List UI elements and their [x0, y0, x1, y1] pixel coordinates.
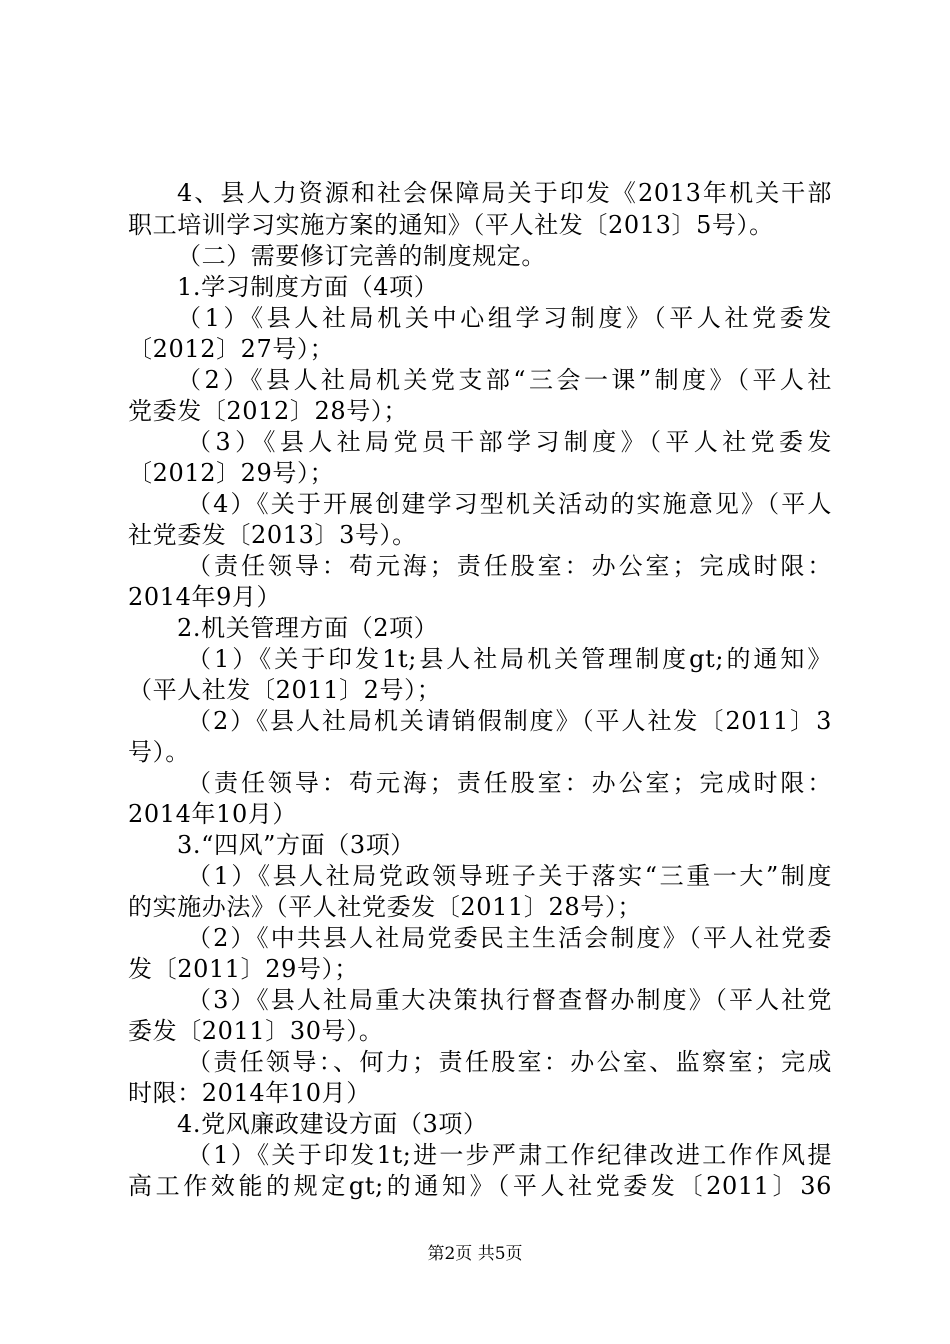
page-footer: 第2页 共5页	[427, 1244, 523, 1264]
body-line: 社党委发〔2013〕3号）。	[128, 521, 417, 549]
body-line: 发〔2011〕29号）；	[128, 955, 359, 983]
body-line: 委发〔2011〕30号）。	[128, 1017, 384, 1045]
body-line: 1.学习制度方面（4项）	[177, 273, 439, 301]
body-line: 职工培训学习实施方案的通知》（平人社发〔2013〕5号）。	[128, 211, 774, 239]
body-line: （1）《县人社局机关中心组学习制度》（平人社党委发	[177, 304, 832, 332]
body-line: （平人社发〔2011〕2号）；	[128, 676, 442, 704]
body-line: 2.机关管理方面（2项）	[177, 614, 439, 642]
body-line: （2）《县人社局机关请销假制度》（平人社发〔2011〕3	[187, 707, 832, 735]
body-line: 〔2012〕27号）；	[128, 335, 335, 363]
body-line: 号）。	[128, 738, 190, 766]
body-line: （责任领导：苟元海；责任股室：办公室；完成时限：	[187, 769, 832, 797]
body-line: （2）《县人社局机关党支部“三会一课”制度》（平人社	[177, 366, 832, 394]
body-line: 高工作效能的规定gt;的通知》（平人社党委发〔2011〕36	[128, 1172, 832, 1200]
body-line: 党委发〔2012〕28号）；	[128, 397, 409, 425]
body-line: （4）《关于开展创建学习型机关活动的实施意见》（平人	[187, 490, 832, 518]
body-line: （二）需要修订完善的制度规定。	[177, 242, 546, 270]
body-line: （2）《中共县人社局党委民主生活会制度》（平人社党委	[187, 924, 832, 952]
body-line: 2014年10月）	[128, 800, 298, 828]
body-line: （责任领导：、何力；责任股室：办公室、监察室；完成	[187, 1048, 832, 1076]
body-line: （3）《县人社局重大决策执行督查督办制度》（平人社党	[187, 986, 832, 1014]
body-line: 2014年9月）	[128, 583, 282, 611]
body-line: 的实施办法》（平人社党委发〔2011〕28号）；	[128, 893, 643, 921]
body-line: （责任领导：苟元海；责任股室：办公室；完成时限：	[187, 552, 832, 580]
body-line: 3.“四风”方面（3项）	[177, 831, 415, 859]
body-line: （1）《关于印发1t;进一步严肃工作纪律改进工作作风提	[187, 1141, 832, 1169]
body-line: （1）《县人社局党政领导班子关于落实“三重一大”制度	[187, 862, 832, 890]
body-line: 4.党风廉政建设方面（3项）	[177, 1110, 488, 1138]
body-line: （1）《关于印发1t;县人社局机关管理制度gt;的通知》	[187, 645, 832, 673]
body-line: 4、县人力资源和社会保障局关于印发《2013年机关干部	[177, 179, 832, 207]
body-line: 〔2012〕29号）；	[128, 459, 335, 487]
body-line: （3）《县人社局党员干部学习制度》（平人社党委发	[187, 428, 832, 456]
body-line: 时限：2014年10月）	[128, 1079, 371, 1107]
